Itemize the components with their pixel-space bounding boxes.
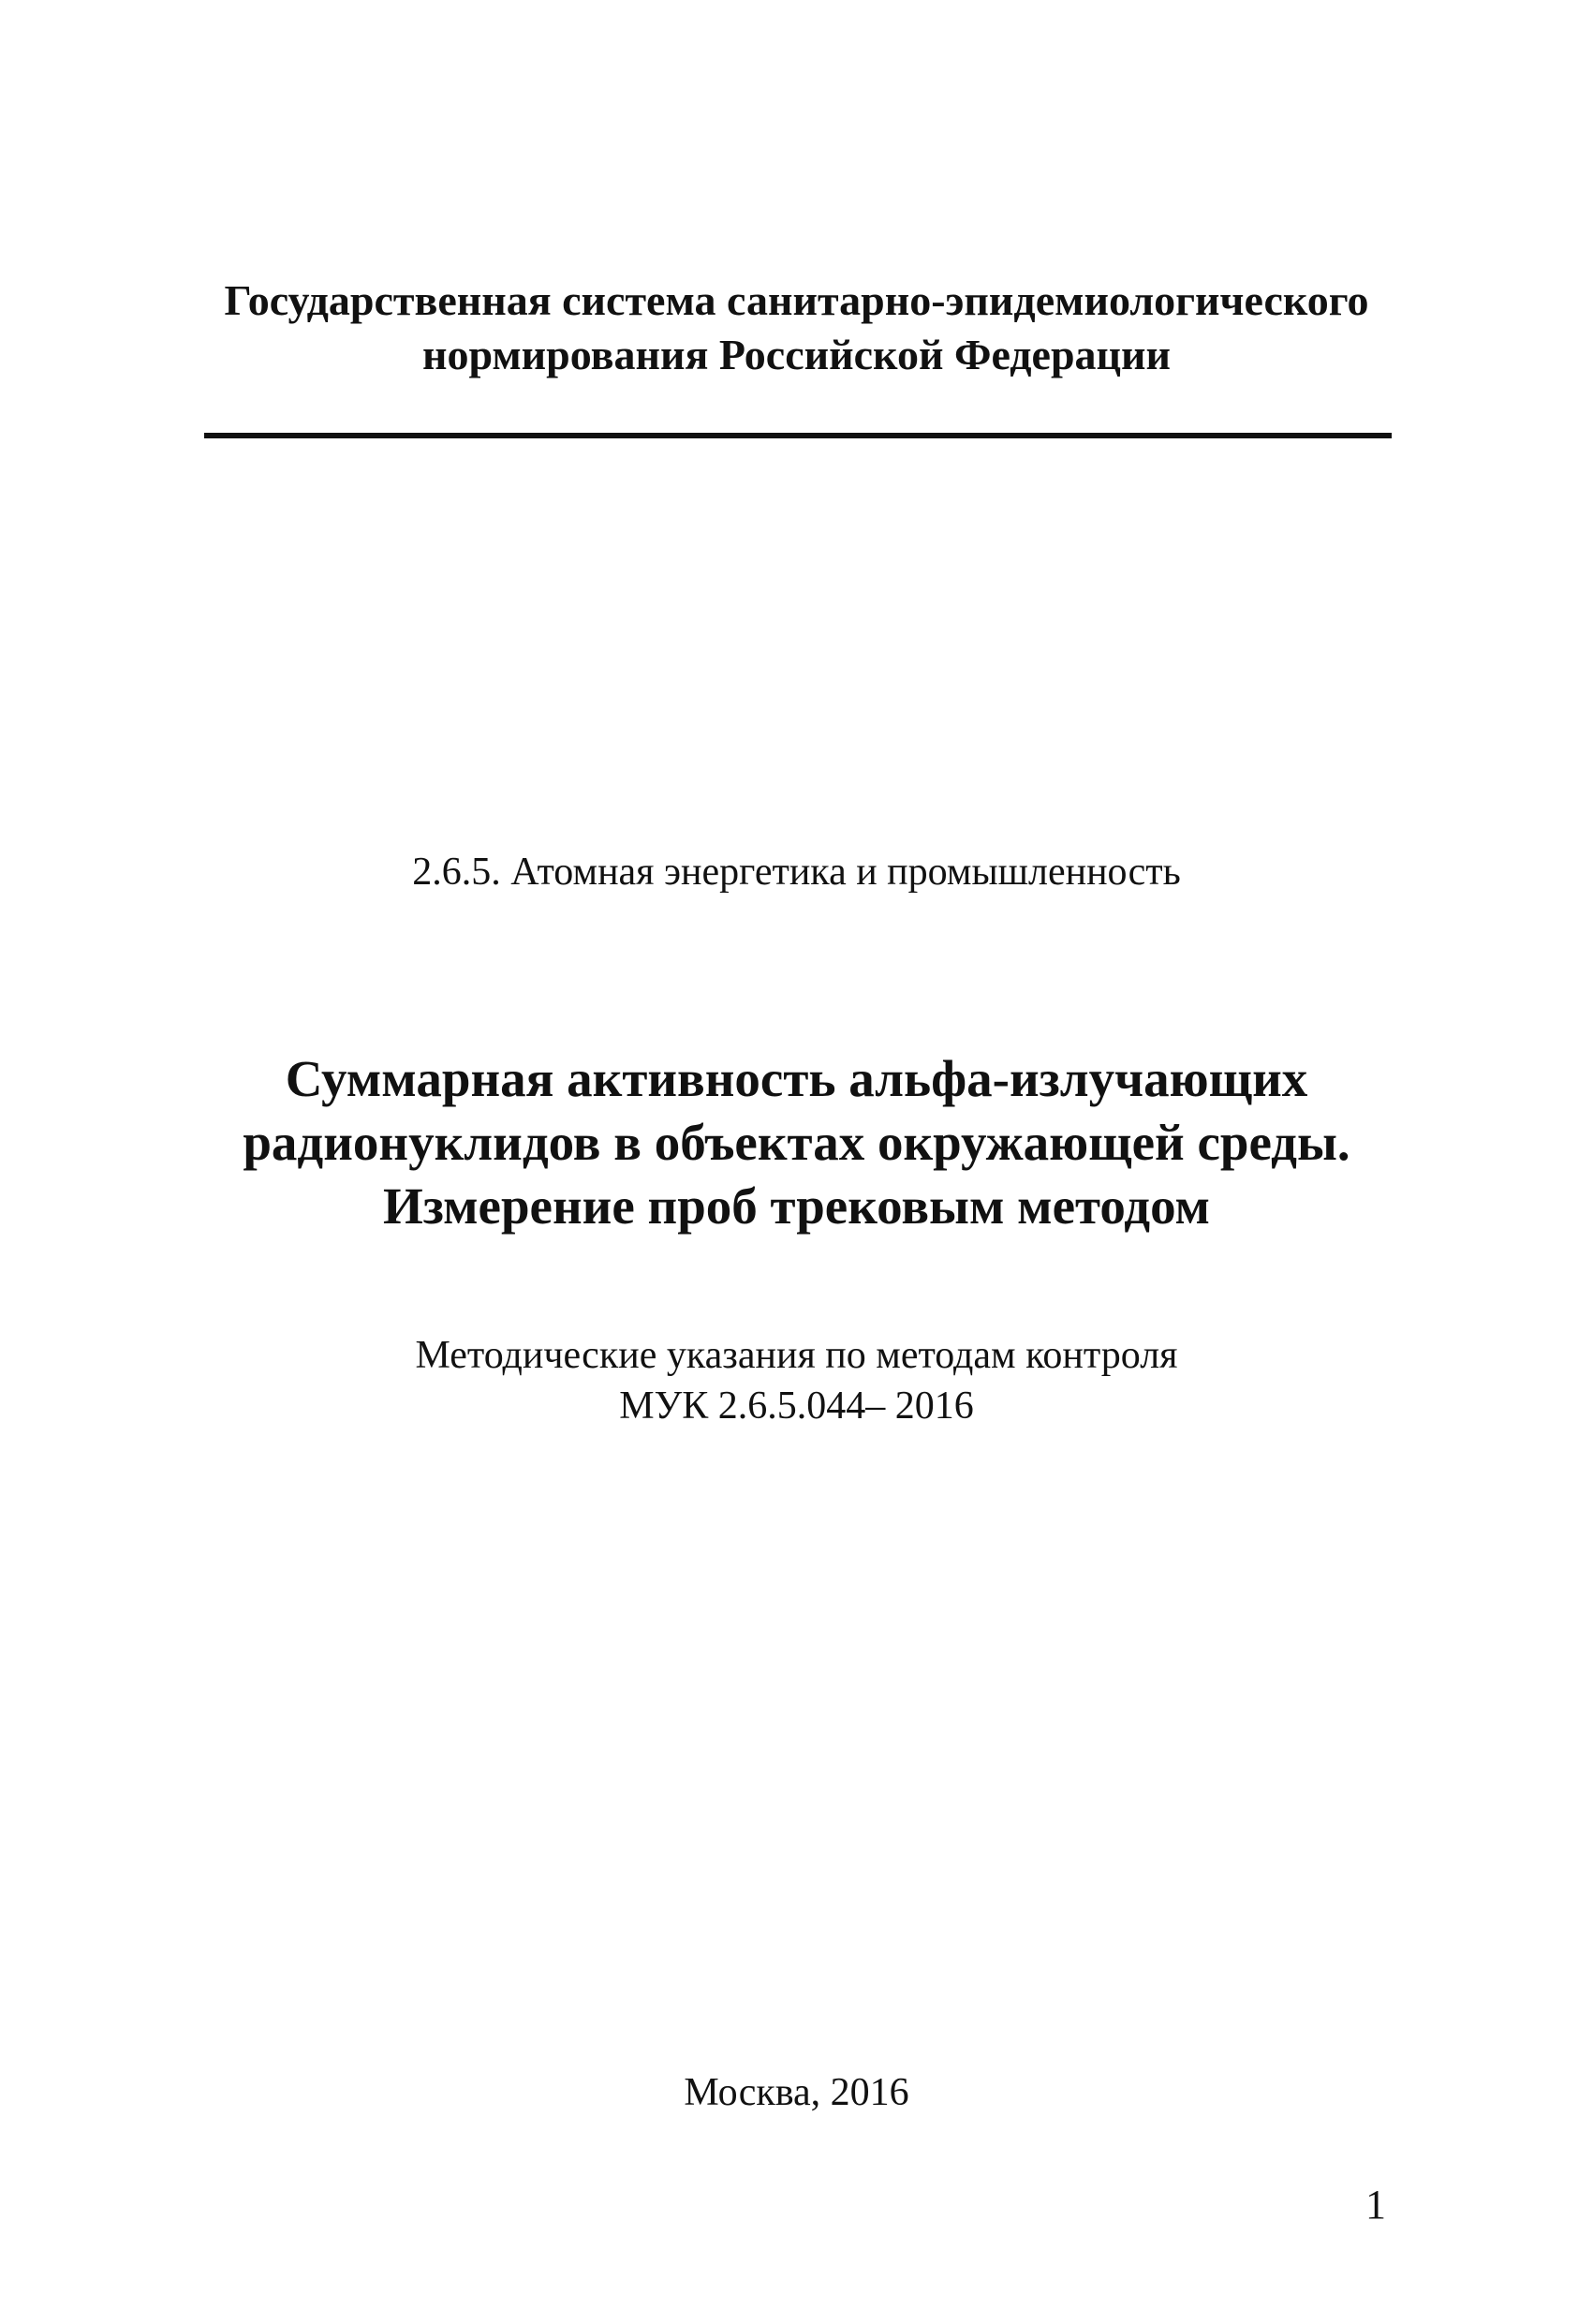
- place-and-year: Москва, 2016: [684, 2071, 909, 2114]
- page-number: 1: [1365, 2182, 1386, 2228]
- document-header: [187, 274, 1406, 382]
- document-code: МУК 2.6.5.044– 2016: [619, 1384, 974, 1428]
- header-line-1: Государственная система санитарно-эпидемиологического: [224, 276, 1369, 324]
- document-type: [187, 1330, 1406, 1431]
- document-type-line-1: Методические указания по методам контроля: [415, 1334, 1178, 1377]
- title-line-1: Суммарная активность альфа-излучающих: [285, 1050, 1308, 1107]
- section-heading: 2.6.5. Атомная энергетика и промышленность: [412, 851, 1181, 894]
- header-line-2: нормирования Российской Федерации: [421, 331, 1172, 378]
- document-title: [140, 1047, 1453, 1238]
- header-divider: [204, 433, 1392, 438]
- title-line-3: Измерение проб трековым методом: [382, 1177, 1210, 1235]
- title-line-2: радионуклидов в объектах окружающей среды.: [243, 1114, 1350, 1171]
